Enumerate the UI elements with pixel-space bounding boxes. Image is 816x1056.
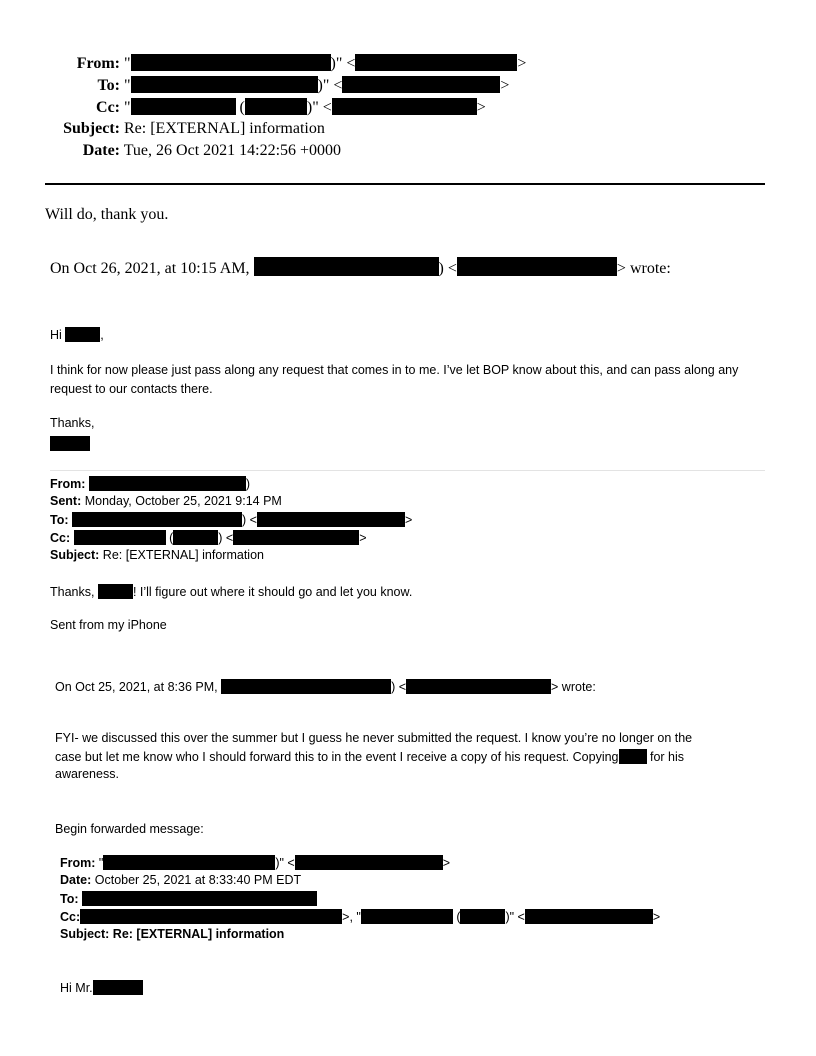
quote1-signoff: Thanks, [50,416,95,430]
header-to-row: To: " )" < > [45,76,509,95]
redaction [342,76,500,93]
outlook-subject-value: Re: [EXTERNAL] information [102,548,264,562]
quote2-intro-text: On Oct 25, 2021, at 8:36 PM, [55,680,218,694]
header-subject-label: Subject: [63,120,120,137]
redaction [221,679,391,694]
fwd-date-label: Date: [60,873,92,887]
redaction [457,257,617,276]
header-from-label: From: [76,55,120,72]
quote2-body-line2-pre: case but let me know who I should forward this to in the event I receive a copy of his request. Copying [55,750,619,764]
fwd-subject-value: Re: [EXTERNAL] information [112,927,285,941]
header-date-label: Date: [82,142,120,159]
message2-thanks-post: ! I’ll figure out where it should go and let you know. [132,585,413,599]
message2-signature: Sent from my iPhone [50,618,167,632]
header-date-value: Tue, 26 Oct 2021 14:22:56 +0000 [123,142,342,159]
quote2-body-line1: FYI- we discussed this over the summer but I guess he never submitted the request. I know you’re no longer on the [55,731,693,745]
redaction [82,891,317,906]
header-to-label: To: [97,77,120,94]
forward-label: Begin forwarded message: [55,822,204,836]
redaction [245,98,307,115]
redaction [72,512,242,527]
outlook-subject-label: Subject: [50,548,100,562]
redaction [233,530,359,545]
quote2-intro-wrote: wrote: [561,680,596,694]
quote1-intro: On Oct 26, 2021, at 10:15 AM, ) < > wrote: [50,257,671,278]
outlook-subject-row [50,548,264,562]
fwd-from-label: From: [60,856,96,870]
redaction [89,476,246,491]
outlook-divider [50,470,765,471]
fwd-cc-row: Cc: >, " ( )" < > [60,910,661,924]
outlook-to-label: To: [50,513,69,527]
redaction [257,512,405,527]
quote1-intro-text: On Oct 26, 2021, at 10:15 AM, [50,260,250,277]
quote1-intro-wrote: wrote: [629,260,671,277]
outlook-from-label: From: [50,477,86,491]
redaction [525,909,653,924]
redaction [355,54,517,71]
quote2-intro: On Oct 25, 2021, at 8:36 PM, ) < > wrote: [55,680,596,694]
outlook-sent-value: Monday, October 25, 2021 9:14 PM [84,494,282,508]
fwd-to-label: To: [60,892,79,906]
fwd-subject-label: Subject: [60,927,110,941]
header-subject-value: Re: [EXTERNAL] information [124,120,325,137]
reply-body: Will do, thank you. [45,206,169,223]
redaction [93,980,143,995]
quote2-body-line3: awareness. [55,767,119,781]
redaction [295,855,443,870]
redaction [619,749,647,764]
redaction [361,909,453,924]
quote1-greeting-text: Hi [50,328,62,342]
outlook-to-row: To: ) < > [50,513,413,527]
redaction [173,530,218,545]
header-from-row: From: " )" < > [45,54,526,73]
quote1-body: I think for now please just pass along any request that comes in to me. I’ve let BOP know about this, and can pass along any request to our contacts there. [50,363,739,396]
outlook-sent-label: Sent: [50,494,82,508]
header-subject-row [45,120,325,138]
redaction [50,436,90,451]
redaction [254,257,439,276]
header-cc-label: Cc: [96,99,120,116]
quote2-body-line2 [55,749,684,764]
redaction [406,679,551,694]
redaction [80,909,342,924]
fwd-greeting-text: Hi Mr. [60,981,93,995]
outlook-cc-row: Cc: ( ) < > [50,531,367,545]
redaction [103,855,275,870]
fwd-cc-label: Cc: [60,910,81,924]
outlook-from-row: From: ) [50,477,251,491]
outlook-sent-row [50,494,282,508]
redaction [460,909,505,924]
message2-thanks-pre: Thanks, [50,585,95,599]
fwd-date-row [60,873,301,887]
redaction [98,584,133,599]
redaction [65,327,100,342]
quote2-body-line2-post: for his [649,750,685,764]
quote1-greeting: Hi , [50,328,104,342]
redaction [332,98,477,115]
redaction [74,530,166,545]
redaction [131,54,331,71]
fwd-subject-row [60,927,284,941]
redaction [131,98,236,115]
fwd-from-row: From: " )" < > [60,856,451,870]
message2-thanks [50,584,412,599]
fwd-greeting [60,980,143,995]
header-divider [45,183,765,185]
outlook-cc-label: Cc: [50,531,71,545]
header-date-row [45,142,341,160]
fwd-date-value: October 25, 2021 at 8:33:40 PM EDT [94,873,302,887]
redaction [131,76,318,93]
header-cc-row: Cc: " ( )" < > [45,98,486,117]
fwd-to-row [60,891,317,906]
